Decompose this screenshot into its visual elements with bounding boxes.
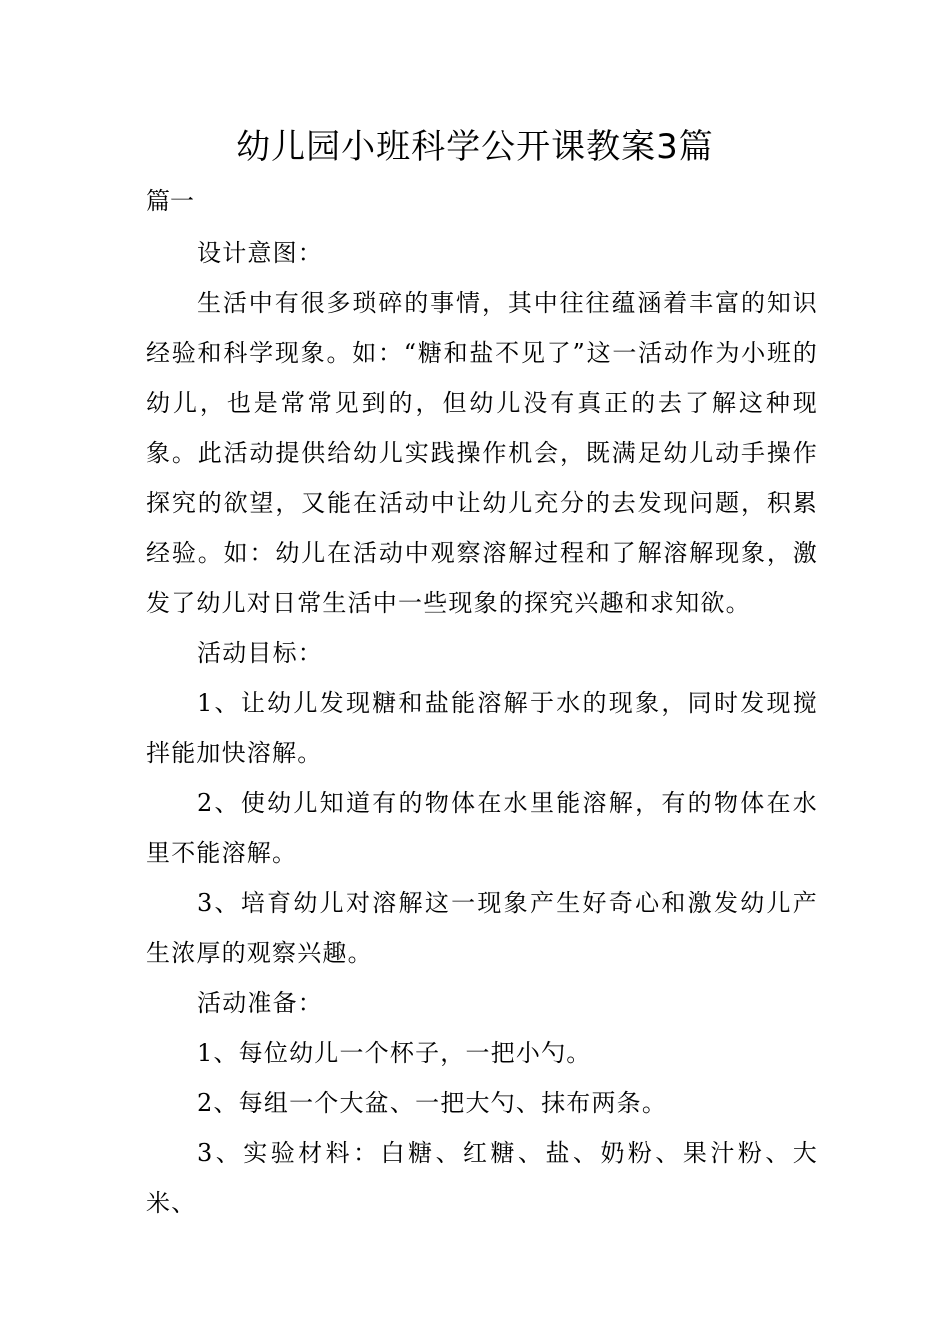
preparation-item-2: 2、每组一个大盆、一把大勺、抹布两条。 xyxy=(197,1089,668,1117)
paragraph-design-intent: 生活中有很多琐碎的事情，其中往往蕴涵着丰富的知识经验和科学现象。如：“糖和盐不见了”这一活动作为小班的幼儿，也是常常见到的，但幼儿没有真正的去了解这种现象。此活动提供给幼儿实践操作机会，既满足幼儿动手操作探究的欲望，又能在活动中让幼儿充分的去发现问题，积累经验。如：幼儿在活动中观察溶解过程和了解溶解现象，激发了幼儿对日常生活中一些现象的探究兴趣和求知欲。 xyxy=(146,289,818,617)
heading-activity-preparation: 活动准备： xyxy=(197,989,323,1017)
section-label: 篇一 xyxy=(146,187,194,215)
preparation-item-3: 3、实验材料：白糖、红糖、盐、奶粉、果汁粉、大米、 xyxy=(146,1139,818,1217)
document-body xyxy=(146,228,818,1228)
goal-item-1: 1、让幼儿发现糖和盐能溶解于水的现象，同时发现搅拌能加快溶解。 xyxy=(146,689,818,767)
heading-activity-goals: 活动目标： xyxy=(197,639,323,667)
goal-item-2: 2、使幼儿知道有的物体在水里能溶解，有的物体在水里不能溶解。 xyxy=(146,789,818,867)
goal-item-3: 3、培育幼儿对溶解这一现象产生好奇心和激发幼儿产生浓厚的观察兴趣。 xyxy=(146,889,818,967)
preparation-item-1: 1、每位幼儿一个杯子，一把小勺。 xyxy=(197,1039,592,1067)
heading-design-intent: 设计意图： xyxy=(197,239,323,267)
document-title: 幼儿园小班科学公开课教案3篇 xyxy=(236,127,714,167)
